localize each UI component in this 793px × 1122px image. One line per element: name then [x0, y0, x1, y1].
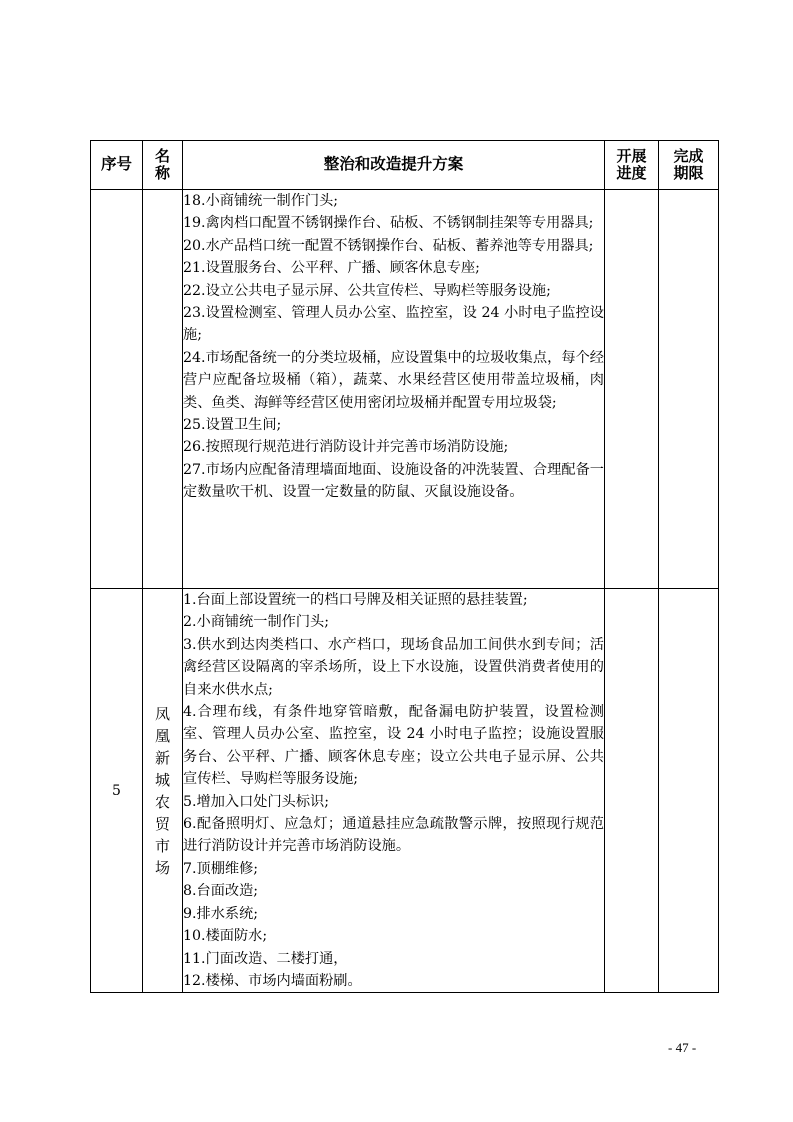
plan-item: 20.水产品档口统一配置不锈钢操作台、砧板、蓄养池等专用器具; — [183, 237, 594, 254]
market-name-char: 凤 — [154, 704, 170, 723]
row2-seq: 5 — [91, 589, 143, 993]
plan-item: 24.市场配备统一的分类垃圾桶，应设置集中的垃圾收集点，每个经营户应配备垃圾桶（箱），蔬菜、水果经营区使用带盖垃圾桶，肉类、鱼类、海鲜等经营区使用密闭垃圾桶并配置专用垃圾袋; — [183, 349, 604, 411]
market-name-char: 城 — [154, 770, 170, 789]
market-name-char: 凰 — [154, 726, 170, 745]
plan-item: 27.市场内应配备清理墙面地面、设施设备的冲洗装置、合理配备一定数量吹干机、设置一定数量的防鼠、灭鼠设施设备。 — [183, 461, 604, 501]
row2-plan — [183, 589, 605, 993]
table-row — [91, 589, 719, 993]
row1-seq — [91, 190, 143, 589]
plan-item: 25.设置卫生间; — [183, 417, 282, 434]
market-name-char: 贸 — [154, 814, 170, 833]
plan-item: 21.设置服务台、公平秤、广播、顾客休息专座; — [183, 260, 480, 277]
page-number: - 47 - — [668, 1040, 697, 1055]
plan-item: 1.台面上部设置统一的档口号牌及相关证照的悬挂装置; — [183, 592, 528, 608]
header-deadline-line2: 期限 — [673, 164, 704, 182]
plan-item: 11.门面改造、二楼打通， — [183, 950, 348, 967]
header-progress-line2: 进度 — [616, 164, 647, 182]
header-progress — [605, 141, 659, 190]
row1-plan — [183, 190, 605, 589]
row2-name — [143, 589, 183, 993]
plan-item: 19.禽肉档口配置不锈钢操作台、砧板、不锈钢制挂架等专用器具; — [183, 215, 594, 232]
plan-item: 12.楼梯、市场内墙面粉刷。 — [183, 972, 362, 989]
row1-progress — [605, 190, 659, 589]
plan-item: 26.按照现行规范进行消防设计并完善市场消防设施; — [183, 439, 509, 456]
plan-item: 2.小商铺统一制作门头; — [183, 614, 330, 631]
renovation-plan-table — [90, 140, 719, 993]
header-plan: 整治和改造提升方案 — [183, 141, 605, 190]
table-header-row — [91, 141, 719, 190]
plan-item: 10.楼面防水; — [183, 928, 268, 945]
market-name-char: 场 — [154, 858, 170, 877]
header-seq: 序号 — [91, 141, 143, 190]
market-name-char: 市 — [154, 836, 170, 855]
header-deadline-line1: 完成 — [673, 146, 704, 165]
plan-item: 3.供水到达肉类档口、水产档口，现场食品加工间供水到专间；活禽经营区设隔离的宰杀场所，设上下水设施，设置供消费者使用的自来水供水点; — [183, 636, 604, 698]
plan-item: 18.小商铺统一制作门头; — [183, 193, 339, 209]
plan-item: 9.排水系统; — [183, 905, 259, 922]
table-row — [91, 190, 719, 589]
row2-deadline — [659, 589, 719, 993]
plan-item: 8.台面改造; — [183, 883, 259, 900]
header-progress-line1: 开展 — [616, 146, 647, 165]
header-deadline — [659, 141, 719, 190]
plan-item: 23.设置检测室、管理人员办公室、监控室，设 24 小时电子监控设施; — [183, 305, 604, 344]
plan-item: 5.增加入口处门头标识; — [183, 793, 330, 810]
market-name-char: 新 — [154, 748, 170, 767]
row1-name — [143, 190, 183, 589]
header-name-line1: 名 — [154, 146, 170, 165]
plan-item: 4.合理布线，有条件地穿管暗敷，配备漏电防护装置，设置检测室、管理人员办公室、监控室，设 24 小时电子监控；设施设置服务台、公平秤、广播、顾客休息专座；设立公共电子显示屏、公共宣传栏、导购栏等服务设施; — [183, 704, 604, 788]
row1-deadline — [659, 190, 719, 589]
header-name-line2: 称 — [154, 164, 170, 182]
row2-progress — [605, 589, 659, 993]
plan-item: 7.顶棚维修; — [183, 860, 259, 877]
plan-item: 6.配备照明灯、应急灯；通道悬挂应急疏散警示牌，按照现行规范进行消防设计并完善市场消防设施。 — [183, 816, 604, 855]
market-name-char: 农 — [154, 792, 170, 811]
header-name — [143, 141, 183, 190]
plan-item: 22.设立公共电子显示屏、公共宣传栏、导购栏等服务设施; — [183, 282, 551, 299]
